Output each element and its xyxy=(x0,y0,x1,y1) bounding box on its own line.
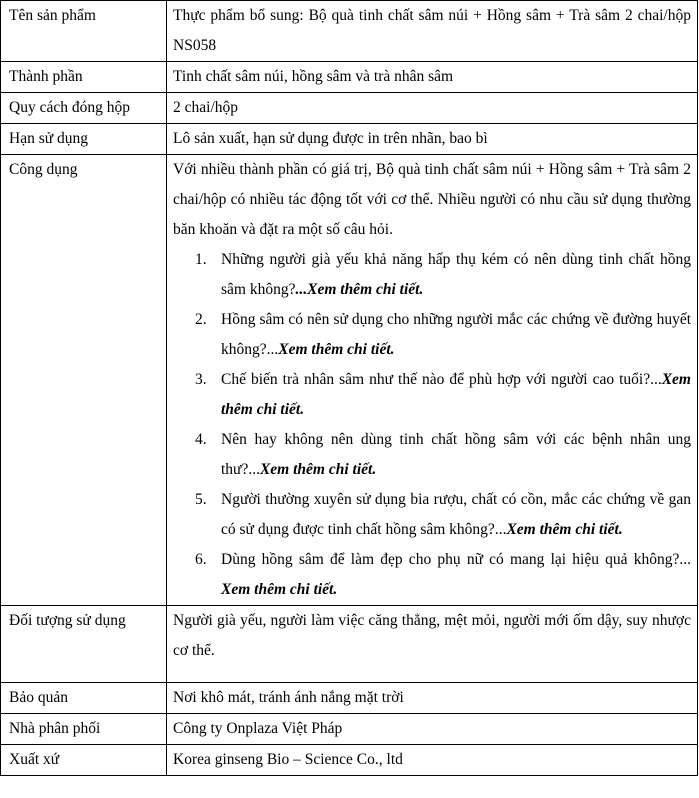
row-target xyxy=(1,606,698,683)
row-uses xyxy=(1,155,698,606)
label-product-name: Tên sản phẩm xyxy=(1,1,167,62)
label-distributor: Nhà phân phối xyxy=(1,714,167,745)
see-more-link[interactable]: Xem thêm chi tiết. xyxy=(221,371,691,418)
list-item xyxy=(195,305,691,365)
see-more-link[interactable]: Xem thêm chi tiết. xyxy=(278,341,395,358)
label-expiry: Hạn sử dụng xyxy=(1,124,167,155)
see-more-link[interactable]: Xem thêm chi tiết. xyxy=(259,461,377,478)
question-number: 2. xyxy=(195,311,207,328)
list-item xyxy=(195,545,691,605)
row-ingredients xyxy=(1,62,698,93)
see-more-link[interactable]: ...Xem thêm chi tiết. xyxy=(295,281,424,298)
list-item xyxy=(195,425,691,485)
list-item xyxy=(195,485,691,545)
question-text: Chế biến trà nhân sâm như thế nào để phù hợp với người cao tuổi?... xyxy=(221,371,662,388)
value-distributor: Công ty Onplaza Việt Pháp xyxy=(167,714,698,745)
question-list xyxy=(173,245,691,605)
label-target: Đối tượng sử dụng xyxy=(1,606,167,683)
value-expiry: Lô sản xuất, hạn sử dụng được in trên nhãn, bao bì xyxy=(167,124,698,155)
row-expiry xyxy=(1,124,698,155)
uses-intro: Với nhiều thành phần có giá trị, Bộ quà tinh chất sâm núi + Hồng sâm + Trà sâm 2 chai/hộp có nhiều tác động tốt với cơ thể. Nhiều người có nhu cầu sử dụng thường băn khoăn và đặt ra một số câu hỏi. xyxy=(173,161,691,238)
question-text: Người thường xuyên sử dụng bia rượu, chất có cồn, mắc các chứng về gan có sử dụng được tinh chất hồng sâm không?... xyxy=(221,491,691,538)
value-product-name: Thực phẩm bổ sung: Bộ quà tinh chất sâm núi + Hồng sâm + Trà sâm 2 chai/hộp NS058 xyxy=(167,1,698,62)
value-uses xyxy=(167,155,698,606)
see-more-link[interactable]: Xem thêm chi tiết. xyxy=(221,581,338,598)
label-storage: Bảo quản xyxy=(1,683,167,714)
value-packaging: 2 chai/hộp xyxy=(167,93,698,124)
question-number: 4. xyxy=(195,431,207,448)
question-number: 3. xyxy=(195,371,207,388)
question-number: 1. xyxy=(195,251,207,268)
label-uses: Công dụng xyxy=(1,155,167,606)
row-product-name xyxy=(1,1,698,62)
list-item xyxy=(195,245,691,305)
value-target: Người già yếu, người làm việc căng thẳng, mệt mỏi, người mới ốm dậy, suy nhược cơ thể. xyxy=(167,606,698,683)
see-more-link[interactable]: Xem thêm chi tiết. xyxy=(506,521,623,538)
question-text: Những người già yếu khả năng hấp thụ kém có nên dùng tinh chất hồng sâm không? xyxy=(221,251,691,298)
label-ingredients: Thành phần xyxy=(1,62,167,93)
value-storage: Nơi khô mát, tránh ánh nắng mặt trời xyxy=(167,683,698,714)
question-text: Dùng hồng sâm để làm đẹp cho phụ nữ có mang lại hiệu quả không?... xyxy=(221,551,691,568)
row-storage xyxy=(1,683,698,714)
row-origin xyxy=(1,745,698,776)
question-text: Hồng sâm có nên sử dụng cho những người mắc các chứng về đường huyết không?... xyxy=(221,311,691,358)
question-number: 5. xyxy=(195,491,207,508)
question-text: Nên hay không nên dùng tinh chất hồng sâm với các bệnh nhân ung thư?... xyxy=(221,431,691,478)
row-distributor xyxy=(1,714,698,745)
list-item xyxy=(195,365,691,425)
label-packaging: Quy cách đóng hộp xyxy=(1,93,167,124)
row-packaging xyxy=(1,93,698,124)
label-origin: Xuất xứ xyxy=(1,745,167,776)
value-origin: Korea ginseng Bio – Science Co., ltd xyxy=(167,745,698,776)
question-number: 6. xyxy=(195,551,207,568)
value-ingredients: Tinh chất sâm núi, hồng sâm và trà nhân sâm xyxy=(167,62,698,93)
